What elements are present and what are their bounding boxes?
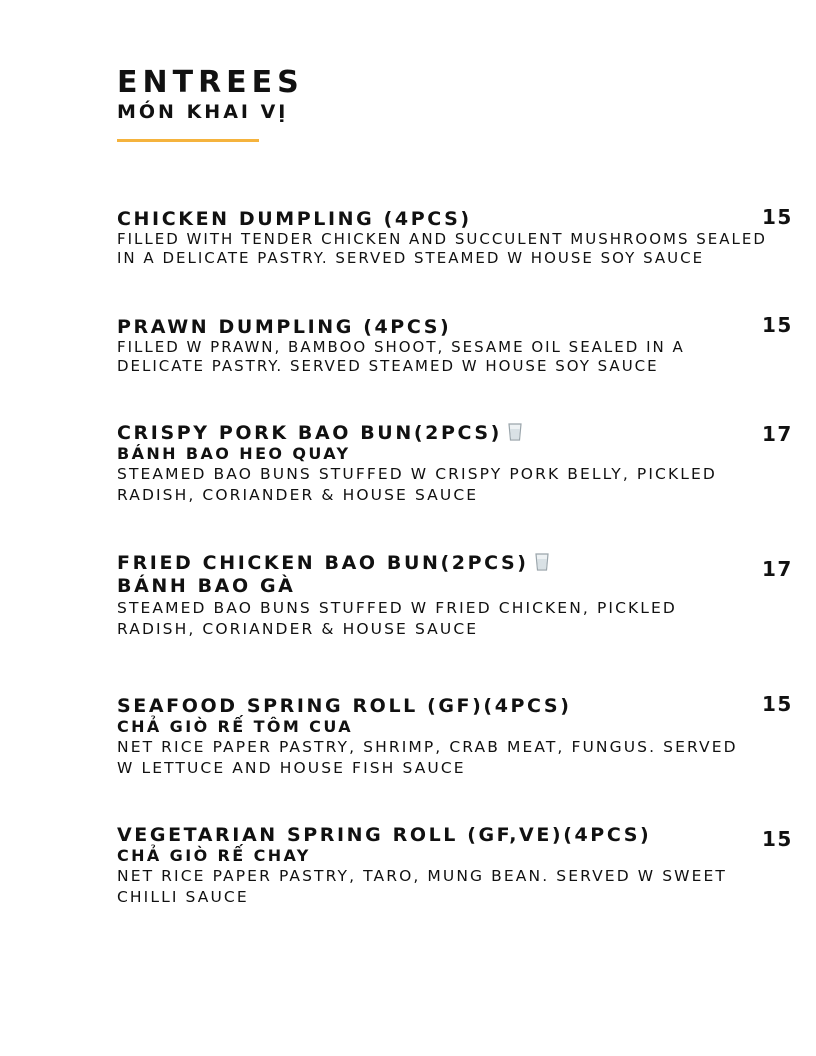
page-title: ENTREES — [117, 65, 304, 100]
menu-item-crispy-pork-bao — [117, 422, 757, 506]
item-vietnamese-name: BÁNH BAO HEO QUAY — [117, 444, 351, 463]
item-vietnamese-name: CHẢ GIÒ RẾ CHAY — [117, 846, 311, 865]
item-description: NET RICE PAPER PASTRY, SHRIMP, CRAB MEAT, FUNGUS. SERVED W LETTUCE AND HOUSE FISH SAUCE — [117, 738, 738, 777]
item-name: VEGETARIAN SPRING ROLL (GF,VE)(4PCS) — [117, 824, 652, 846]
item-vietnamese-name: CHẢ GIÒ RẾ TÔM CUA — [117, 717, 353, 736]
item-vietnamese-name: BÁNH BAO GÀ — [117, 575, 296, 597]
item-name: SEAFOOD SPRING ROLL (GF)(4PCS) — [117, 695, 572, 717]
menu-header — [117, 66, 304, 124]
item-description: NET RICE PAPER PASTRY, TARO, MUNG BEAN. SERVED W SWEET CHILLI SAUCE — [117, 867, 727, 906]
drink-glass-icon — [508, 423, 522, 441]
item-price: 15 — [762, 827, 793, 851]
item-name: CHICKEN DUMPLING (4PCS) — [117, 208, 472, 230]
item-description: FILLED WITH TENDER CHICKEN AND SUCCULENT MUSHROOMS SEALED IN A DELICATE PASTRY. SERVED STEAMED W HOUSE SOY SAUCE — [117, 230, 767, 267]
menu-item-seafood-spring-roll — [117, 695, 757, 779]
item-name-row — [117, 422, 757, 444]
item-price: 17 — [762, 422, 793, 446]
menu-item-prawn-dumpling — [117, 316, 757, 376]
item-name: FRIED CHICKEN BAO BUN(2PCS) — [117, 552, 529, 574]
item-price: 15 — [762, 692, 793, 716]
item-name-row — [117, 552, 757, 574]
item-description: STEAMED BAO BUNS STUFFED W CRISPY PORK BELLY, PICKLED RADISH, CORIANDER & HOUSE SAUCE — [117, 465, 717, 504]
item-name: CRISPY PORK BAO BUN(2PCS) — [117, 422, 502, 444]
item-description: STEAMED BAO BUNS STUFFED W FRIED CHICKEN, PICKLED RADISH, CORIANDER & HOUSE SAUCE — [117, 599, 677, 638]
item-description: FILLED W PRAWN, BAMBOO SHOOT, SESAME OIL SEALED IN A DELICATE PASTRY. SERVED STEAMED W HOUSE SOY SAUCE — [117, 338, 685, 375]
accent-divider — [117, 139, 259, 142]
menu-item-fried-chicken-bao — [117, 552, 757, 640]
drink-glass-icon — [535, 553, 549, 571]
item-price: 15 — [762, 313, 793, 337]
menu-item-chicken-dumpling — [117, 208, 767, 268]
menu-item-vegetarian-spring-roll — [117, 824, 757, 908]
item-name: PRAWN DUMPLING (4PCS) — [117, 316, 452, 338]
item-price: 15 — [762, 205, 793, 229]
page-subtitle: MÓN KHAI VỊ — [117, 101, 289, 123]
item-price: 17 — [762, 557, 793, 581]
